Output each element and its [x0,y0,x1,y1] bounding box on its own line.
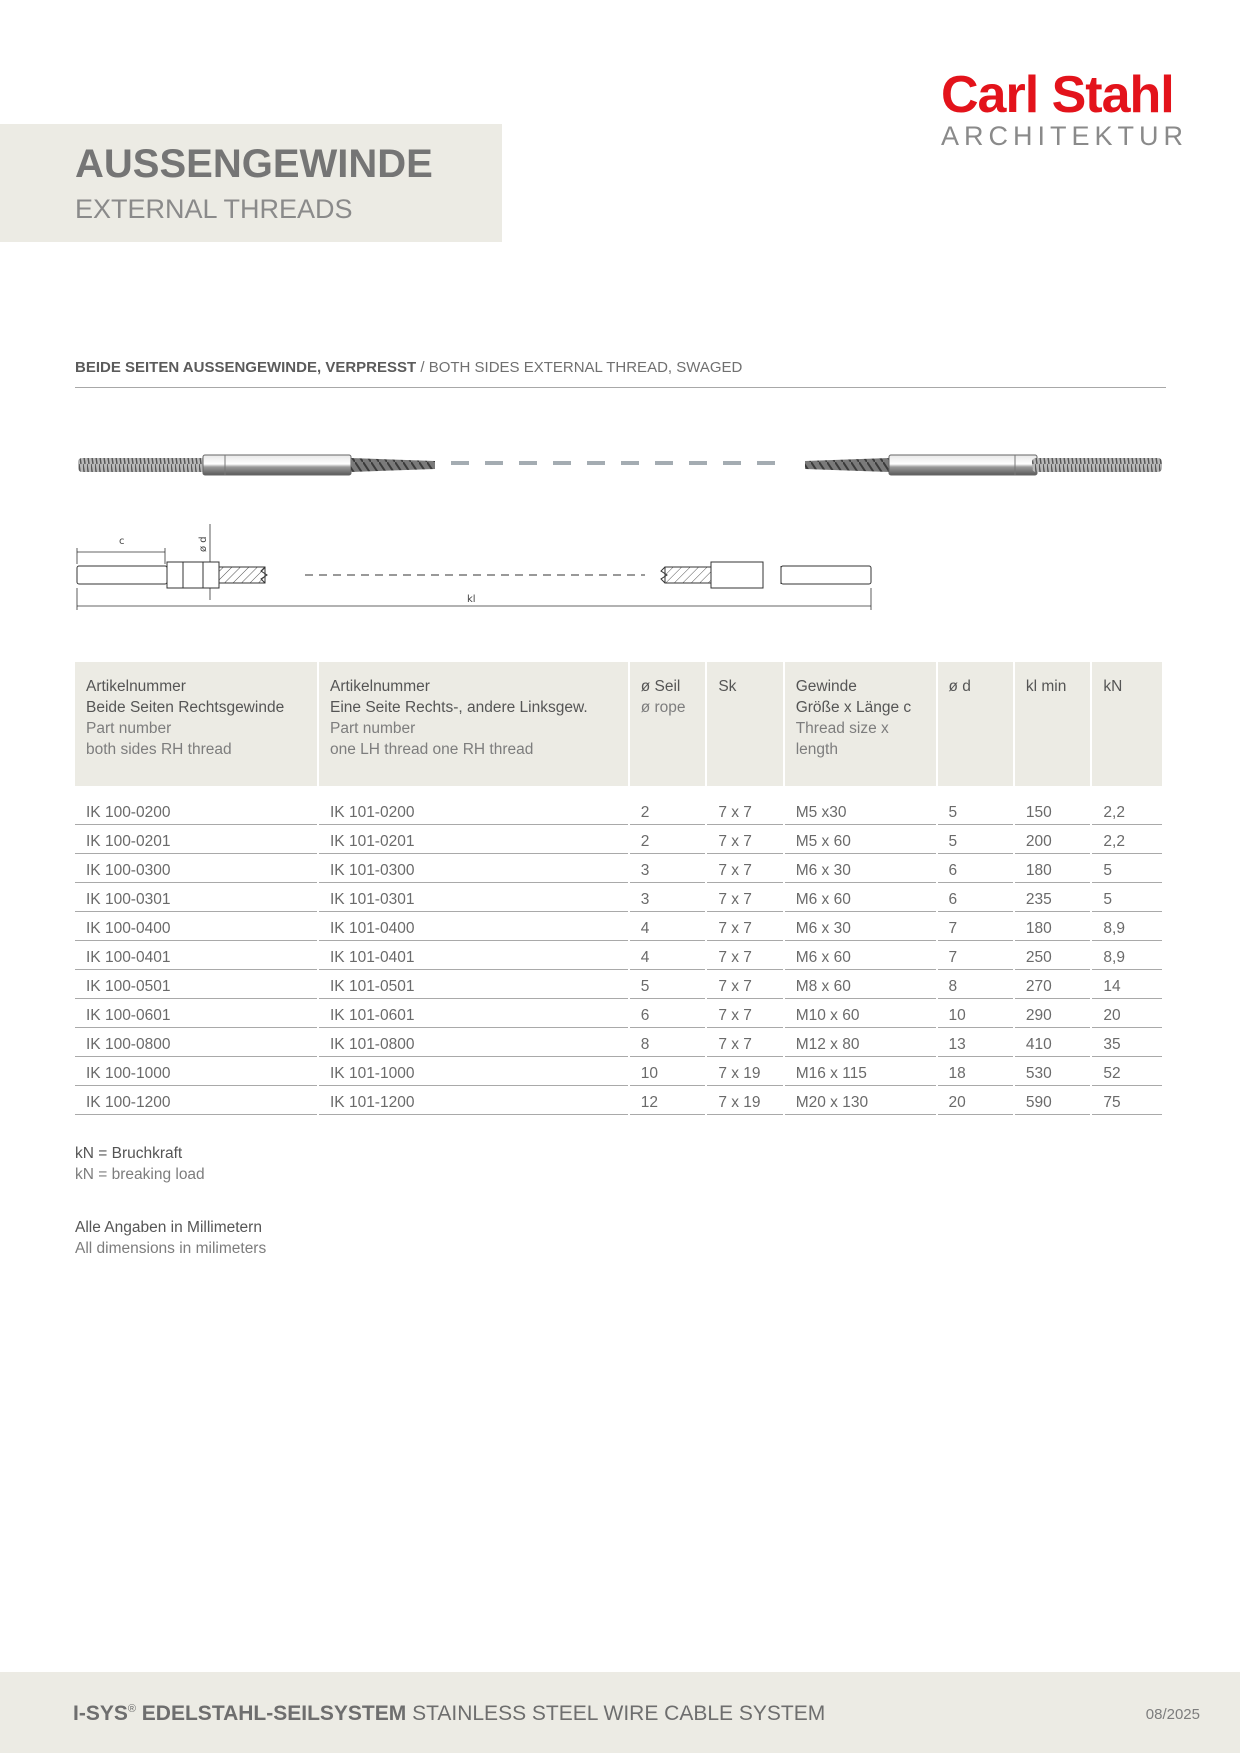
table-cell: M6 x 60 [785,941,936,970]
section-heading [75,359,742,376]
table-cell: 7 x 19 [707,1086,782,1115]
table-cell: IK 101-0301 [319,883,628,912]
table-header-line: Part number [86,720,172,737]
table-cell: 7 x 7 [707,912,782,941]
table-cell: 5 [1092,854,1162,883]
section-heading-separator: / [416,359,429,376]
table-header-line: ø rope [640,699,686,716]
table-cell: 200 [1015,825,1091,854]
table-cell: IK 100-0200 [75,786,317,825]
table-cell: 3 [630,883,706,912]
table-cell: IK 100-0800 [75,1028,317,1057]
table-cell: IK 100-0201 [75,825,317,854]
table-cell: 8,9 [1092,912,1162,941]
table-header-line: Thread size x [795,720,889,737]
table-cell: IK 101-0400 [319,912,628,941]
table-cell: IK 100-0400 [75,912,317,941]
table-header-line: Sk [718,678,737,695]
table-cell: 18 [938,1057,1013,1086]
table-cell: IK 101-0800 [319,1028,628,1057]
table-cell: 7 x 7 [707,1028,782,1057]
table-cell: 8,9 [1092,941,1162,970]
table-cell: 13 [938,1028,1013,1057]
table-cell: 2,2 [1092,825,1162,854]
table-header-cell [938,662,1013,786]
note-breaking-load-de: kN = Bruchkraft [75,1145,183,1162]
table-cell: 75 [1092,1086,1162,1115]
table-cell: 6 [938,854,1013,883]
table-cell: 7 [938,912,1013,941]
table-header-line: both sides RH thread [86,741,232,758]
drawing-label-c: c [119,536,125,547]
footer-date: 08/2025 [1145,1706,1200,1723]
table-header-line: Beide Seiten Rechtsgewinde [86,699,285,716]
table-cell: M20 x 130 [785,1086,936,1115]
table-cell: 5 [938,786,1013,825]
table-cell: IK 100-0301 [75,883,317,912]
table-cell: 8 [938,970,1013,999]
page-title: AUSSENGEWINDE [75,142,433,186]
table-row [75,912,1162,941]
brand-logo [941,66,1188,150]
table-row [75,1057,1162,1086]
table-header-cell [75,662,317,786]
footer-title-en: STAINLESS STEEL WIRE CABLE SYSTEM [406,1702,826,1725]
table-cell: IK 100-1000 [75,1057,317,1086]
note-breaking-load [75,1143,205,1185]
table-cell: IK 101-0601 [319,999,628,1028]
table-header-line: Part number [330,720,416,737]
table-header-cell [319,662,628,786]
table-row [75,786,1162,825]
table-cell: 52 [1092,1057,1162,1086]
table-cell: 7 x 7 [707,999,782,1028]
footer-title [73,1702,825,1726]
table-cell: IK 101-0300 [319,854,628,883]
note-dimensions [75,1217,266,1259]
section-divider [75,387,1166,388]
table-cell: 4 [630,941,706,970]
note-dimensions-en: All dimensions in milimeters [75,1240,267,1257]
table-header-line: Eine Seite Rechts-, andere Linksgew. [330,699,588,716]
table-cell: 5 [938,825,1013,854]
table-cell: 2 [630,825,706,854]
table-header-row [75,662,1162,786]
table-header-cell [1015,662,1091,786]
page-subtitle: EXTERNAL THREADS [75,194,353,224]
note-dimensions-de: Alle Angaben in Millimetern [75,1219,262,1236]
table-cell: 250 [1015,941,1091,970]
table-header-line: ø d [948,678,971,695]
table-row [75,999,1162,1028]
table-header-line: Größe x Länge c [795,699,912,716]
logo-subtitle: ARCHITEKTUR [940,121,1188,151]
table-header-line: length [795,741,838,758]
table-cell: 6 [938,883,1013,912]
table-cell: 2 [630,786,706,825]
table-row [75,941,1162,970]
logo-name: Carl Stahl [940,66,1174,124]
table-cell: M10 x 60 [785,999,936,1028]
table-cell: IK 100-1200 [75,1086,317,1115]
table-cell: M5 x30 [785,786,936,825]
table-cell: IK 101-0501 [319,970,628,999]
table-cell: 270 [1015,970,1091,999]
footer-reg-mark: ® [127,1703,136,1715]
table-cell: M12 x 80 [785,1028,936,1057]
table-cell: IK 101-1000 [319,1057,628,1086]
section-heading-en: BOTH SIDES EXTERNAL THREAD, SWAGED [428,359,743,376]
table-cell: 7 x 7 [707,786,782,825]
table-cell: 235 [1015,883,1091,912]
table-row [75,970,1162,999]
table-cell: 5 [1092,883,1162,912]
table-cell: 6 [630,999,706,1028]
table-cell: 2,2 [1092,786,1162,825]
table-cell: IK 101-0200 [319,786,628,825]
table-cell: IK 101-0201 [319,825,628,854]
table-cell: 150 [1015,786,1091,825]
table-row [75,825,1162,854]
spec-table [73,662,1164,1115]
table-cell: 7 x 7 [707,883,782,912]
table-row [75,1086,1162,1115]
table-cell: 290 [1015,999,1091,1028]
table-row [75,854,1162,883]
table-cell: M6 x 60 [785,883,936,912]
table-cell: 14 [1092,970,1162,999]
table-cell: M16 x 115 [785,1057,936,1086]
drawing-label-kl: kl [467,594,476,605]
table-cell: 5 [630,970,706,999]
product-image [75,450,1167,480]
table-cell: 7 x 7 [707,825,782,854]
table-cell: 20 [1092,999,1162,1028]
table-cell: 180 [1015,912,1091,941]
table-row [75,883,1162,912]
table-header-line: Gewinde [795,678,857,695]
table-header-line: kN [1103,678,1123,695]
technical-drawing [75,520,875,620]
table-header-line: one LH thread one RH thread [330,741,534,758]
table-cell: IK 100-0401 [75,941,317,970]
table-cell: 180 [1015,854,1091,883]
section-heading-de: BEIDE SEITEN AUSSENGEWINDE, VERPRESST [75,359,417,376]
table-cell: 530 [1015,1057,1091,1086]
table-cell: 12 [630,1086,706,1115]
table-cell: IK 101-1200 [319,1086,628,1115]
table-header-line: kl min [1025,678,1067,695]
table-header-cell [1092,662,1162,786]
table-cell: 10 [630,1057,706,1086]
table-cell: 7 x 7 [707,854,782,883]
table-body [75,786,1162,1115]
table-cell: 7 [938,941,1013,970]
table-cell: 7 x 7 [707,970,782,999]
table-cell: 4 [630,912,706,941]
table-cell: 20 [938,1086,1013,1115]
table-header-line: Artikelnummer [330,678,430,695]
table-cell: IK 100-0501 [75,970,317,999]
table-header-cell [707,662,782,786]
table-header-line: Artikelnummer [86,678,186,695]
table-cell: M6 x 30 [785,854,936,883]
table-row [75,1028,1162,1057]
table-cell: M5 x 60 [785,825,936,854]
table-header-cell [630,662,706,786]
table-cell: 410 [1015,1028,1091,1057]
drawing-label-d: ø d [198,536,209,552]
note-breaking-load-en: kN = breaking load [75,1166,205,1183]
table-cell: M6 x 30 [785,912,936,941]
table-cell: 3 [630,854,706,883]
table-header-cell [785,662,936,786]
table-cell: IK 100-0601 [75,999,317,1028]
table-cell: 8 [630,1028,706,1057]
table-cell: 590 [1015,1086,1091,1115]
table-cell: M8 x 60 [785,970,936,999]
footer-brand: I-SYS [73,1702,128,1725]
table-cell: 35 [1092,1028,1162,1057]
footer-title-de: EDELSTAHL-SEILSYSTEM [135,1702,407,1725]
table-cell: 10 [938,999,1013,1028]
table-cell: IK 101-0401 [319,941,628,970]
table-cell: 7 x 19 [707,1057,782,1086]
table-cell: IK 100-0300 [75,854,317,883]
table-header-line: ø Seil [640,678,681,695]
table-cell: 7 x 7 [707,941,782,970]
